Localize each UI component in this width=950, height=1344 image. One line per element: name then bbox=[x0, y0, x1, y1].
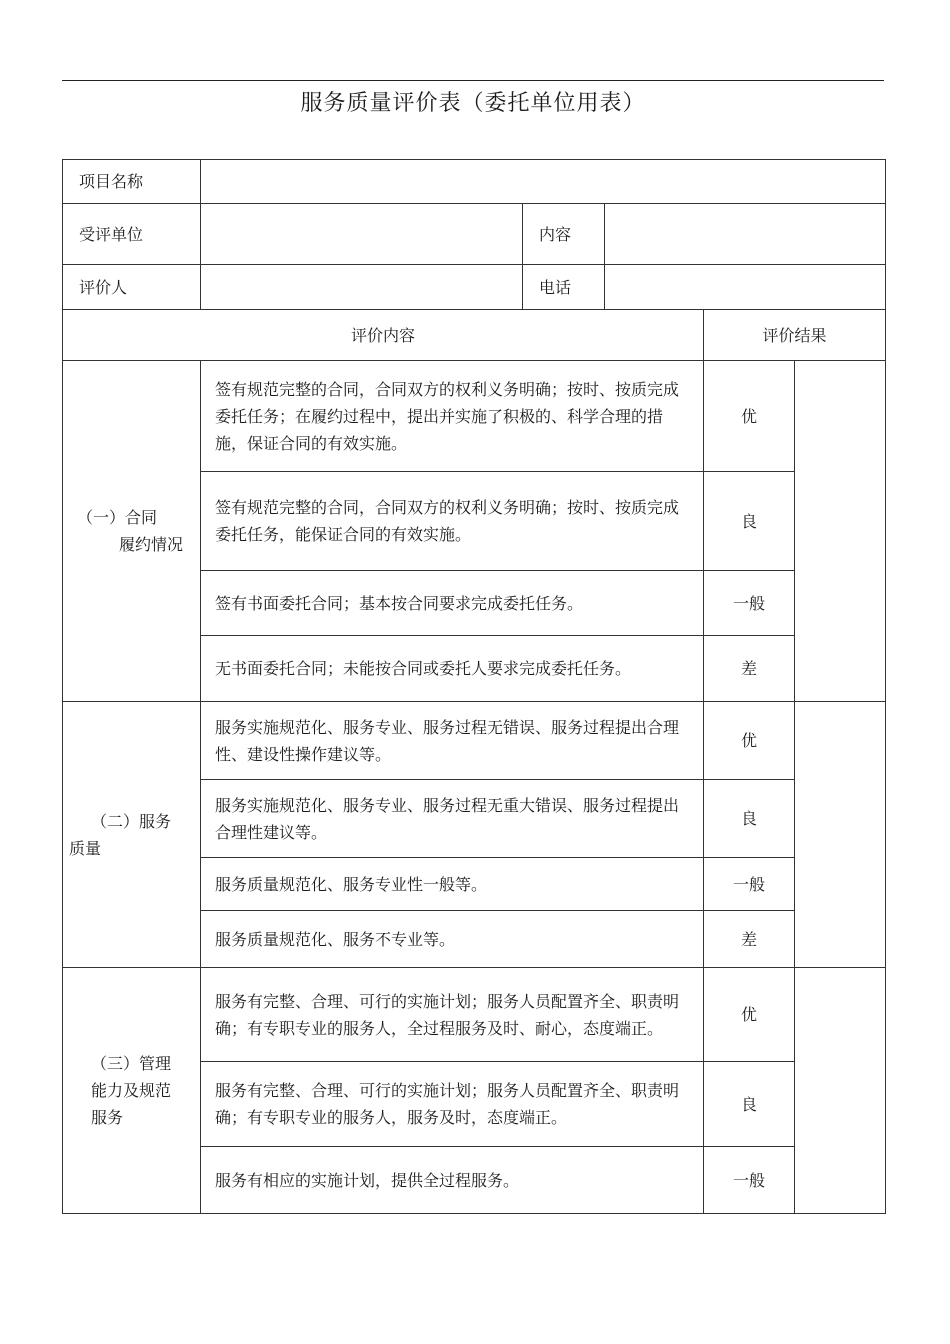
grade-label: 差 bbox=[704, 911, 795, 968]
criterion-desc: 签有规范完整的合同，合同双方的权利义务明确；按时、按质完成委托任务，能保证合同的有效实施。 bbox=[201, 472, 704, 571]
category-contract-performance bbox=[63, 361, 201, 702]
grade-label: 良 bbox=[704, 472, 795, 571]
criterion-desc: 服务有完整、合理、可行的实施计划；服务人员配置齐全、职责明确；有专职专业的服务人，服务及时，态度端正。 bbox=[201, 1062, 704, 1147]
category-service-quality bbox=[63, 702, 201, 968]
grade-label: 一般 bbox=[704, 1147, 795, 1214]
criterion-desc: 签有规范完整的合同，合同双方的权利义务明确；按时、按质完成委托任务；在履约过程中，提出并实施了积极的、科学合理的措施，保证合同的有效实施。 bbox=[201, 361, 704, 472]
phone-label: 电话 bbox=[523, 265, 605, 310]
project-name-field[interactable] bbox=[201, 160, 886, 204]
category-line: 服务 bbox=[91, 1108, 124, 1127]
category-line: （二）服务 bbox=[91, 811, 172, 831]
grade-label: 良 bbox=[704, 1062, 795, 1147]
evaluation-form-table bbox=[62, 159, 886, 1214]
criterion-desc: 无书面委托合同；未能按合同或委托人要求完成委托任务。 bbox=[201, 636, 704, 702]
column-header-content: 评价内容 bbox=[63, 310, 704, 361]
evaluated-unit-field[interactable] bbox=[201, 204, 523, 265]
row-column-headers bbox=[63, 310, 886, 361]
grade-label: 一般 bbox=[704, 571, 795, 636]
table-row bbox=[63, 702, 886, 780]
criterion-desc: 服务实施规范化、服务专业、服务过程无错误、服务过程提出合理性、建设性操作建议等。 bbox=[201, 702, 704, 780]
row-evaluator bbox=[63, 265, 886, 310]
top-rule bbox=[62, 80, 884, 81]
category-management-capability bbox=[63, 968, 201, 1214]
table-row bbox=[63, 361, 886, 472]
content-field[interactable] bbox=[605, 204, 886, 265]
category-line: 能力及规范 bbox=[91, 1081, 172, 1100]
category-line: （三）管理 bbox=[91, 1054, 172, 1073]
criterion-desc: 服务有完整、合理、可行的实施计划；服务人员配置齐全、职责明确；有专职专业的服务人，全过程服务及时、耐心，态度端正。 bbox=[201, 968, 704, 1062]
criterion-desc: 服务质量规范化、服务不专业等。 bbox=[201, 911, 704, 968]
result-cell[interactable] bbox=[795, 361, 886, 702]
category-line: 质量 bbox=[69, 838, 102, 858]
criterion-desc: 服务质量规范化、服务专业性一般等。 bbox=[201, 858, 704, 911]
table-row bbox=[63, 968, 886, 1062]
result-cell[interactable] bbox=[795, 702, 886, 968]
row-evaluated-unit bbox=[63, 204, 886, 265]
evaluator-label: 评价人 bbox=[63, 265, 201, 310]
page-title: 服务质量评价表（委托单位用表） bbox=[300, 91, 646, 116]
grade-label: 优 bbox=[704, 702, 795, 780]
evaluator-field[interactable] bbox=[201, 265, 523, 310]
category-line: 履约情况 bbox=[119, 535, 184, 554]
row-project-name bbox=[63, 160, 886, 204]
criterion-desc: 服务有相应的实施计划，提供全过程服务。 bbox=[201, 1147, 704, 1214]
column-header-result: 评价结果 bbox=[704, 310, 886, 361]
criterion-desc: 服务实施规范化、服务专业、服务过程无重大错误、服务过程提出合理性建议等。 bbox=[201, 780, 704, 858]
category-line: （一）合同 bbox=[77, 508, 158, 527]
result-cell[interactable] bbox=[795, 968, 886, 1214]
grade-label: 差 bbox=[704, 636, 795, 702]
content-label: 内容 bbox=[523, 204, 605, 265]
phone-field[interactable] bbox=[605, 265, 886, 310]
grade-label: 优 bbox=[704, 968, 795, 1062]
grade-label: 良 bbox=[704, 780, 795, 858]
evaluated-unit-label: 受评单位 bbox=[63, 204, 201, 265]
grade-label: 优 bbox=[704, 361, 795, 472]
grade-label: 一般 bbox=[704, 858, 795, 911]
criterion-desc: 签有书面委托合同；基本按合同要求完成委托任务。 bbox=[201, 571, 704, 636]
project-name-label: 项目名称 bbox=[63, 160, 201, 204]
